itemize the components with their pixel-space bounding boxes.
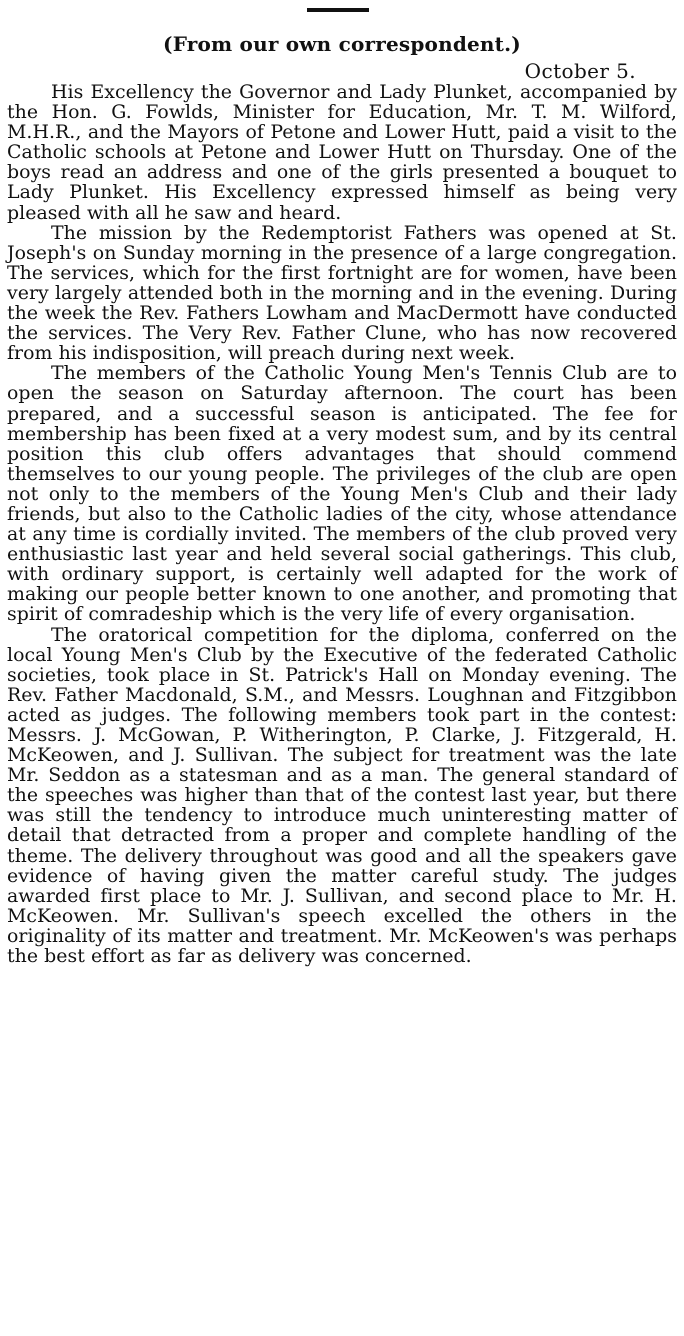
top-rule — [307, 8, 369, 12]
date-line: October 5. — [524, 59, 636, 83]
paragraph-governor-visit: His Excellency the Governor and Lady Plunket, accompanied by the Hon. G. Fowlds, Minister for Education, Mr. T. M. Wilford, M.H.R., and the Mayors of Petone and Lower Hutt, paid a visit to the Catholic schools at Petone and Lower Hutt on Thursday. One of the boys read an address and one of the girls presented a bouquet to Lady Plunket. His Excellency expressed himself as being very pleased with all he saw and heard. — [7, 81, 677, 224]
article-body — [7, 82, 677, 966]
paragraph-tennis-club: The members of the Catholic Young Men's Tennis Club are to open the season on Saturday afternoon. The court has been prepared, and a successful season is anticipated. The fee for membership has been fixed at a very modest sum, and by its central position this club offers advantages that should commend themselves to our young people. The privileges of the club are open not only to the members of the Young Men's Club and their lady friends, but also to the Catholic ladies of the city, whose attendance at any time is cordially invited. The members of the club proved very enthusiastic last year and held several social gatherings. This club, with ordinary support, is certainly well adapted for the work of making our people better known to one another, and promoting that spirit of comradeship which is the very life of every organisation. — [7, 362, 677, 626]
dateline: (From our own correspondent.) — [163, 32, 521, 56]
paragraph-oratorical-competition: The oratorical competition for the diploma, conferred on the local Young Men's Club by the Executive of the federated Catholic societies, took place in St. Patrick's Hall on Monday evening. The Rev. Father Macdonald, S.M., and Messrs. Loughnan and Fitzgibbon acted as judges. The following members took part in the contest: Messrs. J. McGowan, P. Witherington, P. Clarke, J. Fitzgerald, H. McKeowen, and J. Sullivan. The subject for treatment was the late Mr. Seddon as a statesman and as a man. The general standard of the speeches was higher than that of the contest last year, but there was still the tendency to introduce much uninteresting matter of detail that detracted from a proper and complete handling of the theme. The delivery throughout was good and all the speakers gave evidence of having given the matter careful study. The judges awarded first place to Mr. J. Sullivan, and second place to Mr. H. McKeowen. Mr. Sullivan's speech excelled the others in the originality of its matter and treatment. Mr. McKeowen's was perhaps the best effort as far as delivery was concerned. — [7, 623, 677, 968]
paragraph-redemptorist-mission: The mission by the Redemptorist Fathers was opened at St. Joseph's on Sunday morning in the presence of a large congregation. The services, which for the first fortnight are for women, have been very largely attended both in the morning and in the evening. During the week the Rev. Fathers Lowham and MacDermott have conducted the services. The Very Rev. Father Clune, who has now recovered from his indisposition, will preach during next week. — [7, 221, 677, 365]
